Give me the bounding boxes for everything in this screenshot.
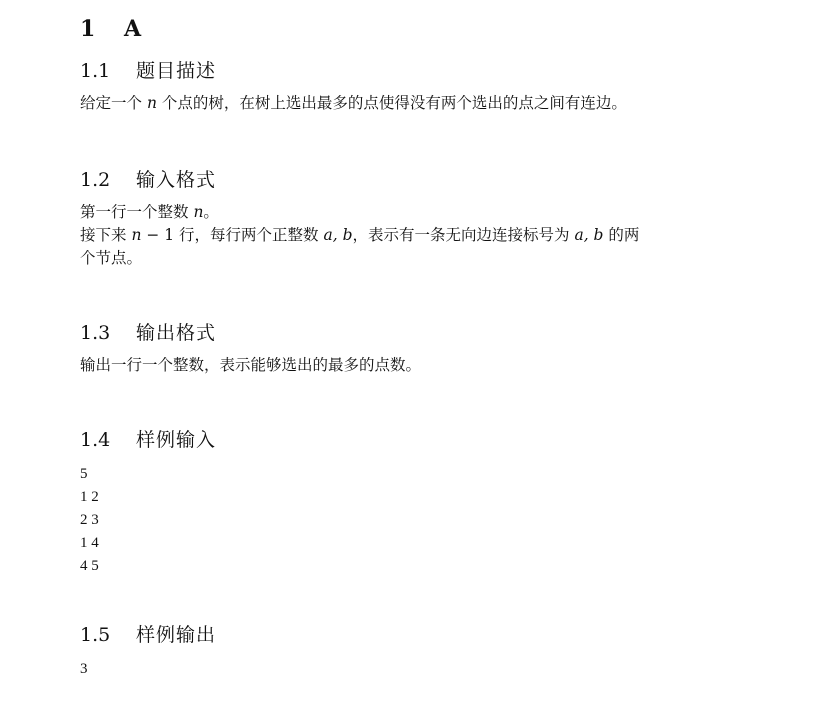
subsection-heading-description — [80, 58, 780, 84]
text-fragment: 。 — [203, 203, 219, 221]
subsection-title: 题目描述 — [136, 60, 217, 82]
subsection-output-format — [80, 320, 780, 377]
problem-document — [80, 14, 780, 681]
subsection-sample-input — [80, 427, 780, 578]
sample-input-line: 1 2 — [80, 489, 99, 505]
sample-input-line: 5 — [80, 466, 88, 482]
sample-input-block — [80, 463, 780, 578]
subsection-heading-sample-input — [80, 427, 780, 453]
section-title: A — [124, 16, 142, 42]
output-format-text: 输出一行一个整数，表示能够选出的最多的点数。 — [80, 356, 422, 374]
subsection-number: 1.3 — [80, 322, 111, 344]
subsection-sample-output — [80, 622, 780, 681]
sample-output-block — [80, 658, 780, 681]
subsection-number: 1.2 — [80, 169, 111, 191]
text-fragment: 的两 — [603, 226, 640, 244]
math-var-n: n — [131, 226, 142, 244]
math-var-n: n — [146, 94, 157, 112]
subsection-heading-output-format — [80, 320, 780, 346]
section-heading — [80, 14, 780, 44]
sample-input-line: 4 5 — [80, 558, 99, 574]
subsection-heading-sample-output — [80, 622, 780, 648]
sample-input-line: 1 4 — [80, 535, 99, 551]
input-line-3: 个节点。 — [80, 249, 143, 267]
text-fragment: 个点的树，在树上选出最多的点使得没有两个选出的点之间有连边。 — [156, 94, 627, 112]
sample-input-line: 2 3 — [80, 512, 99, 528]
subsection-title: 样例输入 — [136, 429, 217, 451]
math-vars-ab: a, b — [323, 226, 353, 244]
subsection-number: 1.4 — [80, 429, 111, 451]
text-fragment: 给定一个 — [80, 94, 147, 112]
input-line-2 — [80, 226, 639, 244]
text-fragment: 行，每行两个正整数 — [174, 226, 324, 244]
math-var-n: n — [193, 203, 204, 221]
text-fragment: ，表示有一条无向边连接标号为 — [352, 226, 575, 244]
subsection-heading-input-format — [80, 167, 780, 193]
subsection-description — [80, 58, 780, 115]
sample-output-line: 3 — [80, 661, 88, 677]
math-vars-ab: a, b — [574, 226, 604, 244]
subsection-input-format — [80, 167, 780, 270]
input-line-1 — [80, 203, 219, 221]
subsection-number: 1.5 — [80, 624, 111, 646]
text-fragment: 第一行一个整数 — [80, 203, 194, 221]
text-fragment: 接下来 — [80, 226, 132, 244]
subsection-title: 输入格式 — [136, 169, 217, 191]
input-format-text — [80, 201, 780, 270]
math-minus-one: − 1 — [141, 226, 175, 244]
subsection-title: 样例输出 — [136, 624, 217, 646]
description-text — [80, 92, 780, 115]
subsection-title: 输出格式 — [136, 322, 217, 344]
section-number: 1 — [80, 16, 96, 42]
subsection-number: 1.1 — [80, 60, 111, 82]
